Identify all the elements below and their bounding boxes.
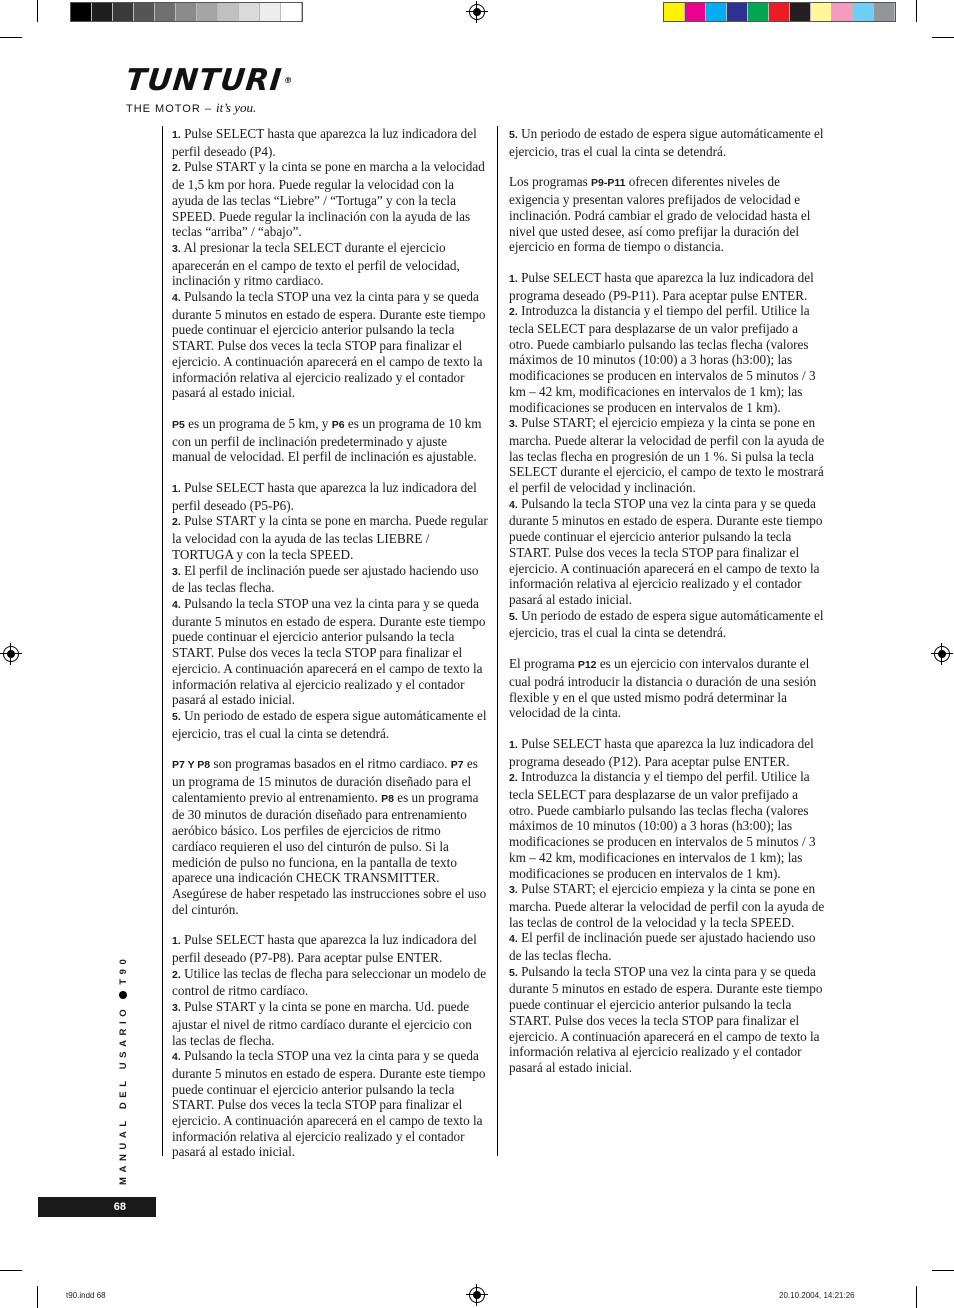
step-item xyxy=(172,126,488,159)
step-number: 1. xyxy=(509,272,518,285)
paragraph-text: son programas basados en el ritmo cardiaco. xyxy=(213,756,448,772)
paragraph-text: ofrecen diferentes niveles de exigencia y presentan valores prefijados de velocidad e inclinación. Podrá cambiar el grado de velocidad hasta el nivel que usted desee, así como prefijar la duración del ejercicio en forma de tiempo o distancia. xyxy=(509,174,811,255)
logo-brand: TUNTURI xyxy=(124,63,284,98)
program-code: P7 xyxy=(450,759,464,772)
step-item xyxy=(172,159,488,240)
gray-swatch xyxy=(197,3,218,21)
crop-mark-bl-v xyxy=(37,1286,38,1308)
step-text: Utilice las teclas de flecha para seleccionar un modelo de control de ritmo cardíaco. xyxy=(172,965,487,999)
crop-mark-tl-h xyxy=(0,37,22,38)
logo-tagline xyxy=(126,100,293,116)
program-code: P7 Y P8 xyxy=(172,759,211,772)
step-number: 5. xyxy=(509,966,518,979)
gray-swatch xyxy=(155,3,176,21)
gray-swatch xyxy=(260,3,281,21)
step-item xyxy=(172,563,488,596)
logo-wordmark xyxy=(124,63,294,98)
paragraph-text: El programa xyxy=(509,656,575,672)
step-text: Pulse SELECT hasta que aparezca la luz indicadora del perfil deseado (P5-P6). xyxy=(172,480,477,513)
step-text: Pulsando la tecla STOP una vez la cinta para y se queda durante 5 minutos en estado de espera. Durante este tiempo puede continuar el ejercicio anterior pulsando la tecla START. Pulse dos veces la tecla STOP para finalizar el ejercicio. A continuación aparecerá en el campo de texto la información relativa al ejercicio realizado y el contador pasará al estado inicial. xyxy=(172,289,486,401)
step-text: Pulsando la tecla STOP una vez la cinta para y se queda durante 5 minutos en estado de espera. Durante este tiempo puede continuar el ejercicio anterior pulsando la tecla START. Pulse dos veces la tecla STOP para finalizar el ejercicio. A continuación aparecerá en el campo de texto la información relativa al ejercicio realizado y el contador pasará al estado inicial. xyxy=(509,495,823,607)
step-item xyxy=(509,496,825,608)
paragraph-text: es un programa de 15 minutos de duración diseñado para el calentamiento previo al entrenamiento. xyxy=(172,756,478,805)
gray-swatch xyxy=(218,3,239,21)
gray-swatch xyxy=(92,3,113,21)
step-item xyxy=(172,1048,488,1160)
step-number: 3. xyxy=(172,565,181,578)
step-number: 4. xyxy=(172,292,181,305)
color-swatch xyxy=(874,3,895,21)
side-label-model: T90 xyxy=(118,954,129,985)
step-number: 3. xyxy=(509,884,518,897)
step-text: El perfil de inclinación puede ser ajustado haciendo uso de las teclas flecha. xyxy=(509,930,816,964)
step-item xyxy=(509,930,825,963)
color-swatch xyxy=(790,3,811,21)
step-number: 5. xyxy=(509,129,518,141)
step-number: 1. xyxy=(509,738,518,751)
crop-mark-tl-v xyxy=(37,0,38,22)
step-number: 2. xyxy=(172,968,181,981)
step-text: Pulse START; el ejercicio empieza y la cinta se pone en marcha. Puede alterar la velocidad de perfil con la ayuda de las teclas de control de la velocidad y la tecla SPEED. xyxy=(509,881,825,930)
color-swatch xyxy=(727,3,748,21)
step-text: El perfil de inclinación puede ser ajustado haciendo uso de las teclas flecha. xyxy=(172,562,479,596)
step-number: 2. xyxy=(509,306,518,319)
steps-p5-p6 xyxy=(172,480,488,741)
program-code: P5 xyxy=(172,418,185,431)
step-item xyxy=(509,303,825,415)
steps-p9-p11 xyxy=(509,270,825,641)
color-swatch xyxy=(853,3,874,21)
step-text: Pulse START y la cinta se pone en marcha. Puede regular la velocidad con la ayuda de las teclas LIEBRE / TORTUGA y con la tecla SPEED. xyxy=(172,513,488,562)
steps-p7-p8 xyxy=(172,932,488,1160)
step-item xyxy=(172,289,488,401)
step-item xyxy=(509,964,825,1076)
steps-p4 xyxy=(172,126,488,401)
step-item xyxy=(509,270,825,303)
step-number: 5. xyxy=(172,710,181,723)
step-number: 2. xyxy=(172,162,181,175)
program-code: P8 xyxy=(381,792,394,805)
step-number: 3. xyxy=(509,418,518,431)
page-number: 68 xyxy=(38,1197,156,1217)
paragraph-text: es un ejercicio con intervalos durante el cual podrá introducir la distancia o duración de una sesión flexible y en el que usted mismo podrá determinar la velocidad de la cinta. xyxy=(509,656,817,721)
step-text: Pulse SELECT hasta que aparezca la luz indicadora del perfil deseado (P4). xyxy=(172,126,477,159)
gray-swatch xyxy=(176,3,197,21)
step-item xyxy=(172,932,488,965)
right-column xyxy=(509,126,825,1076)
side-manual-label xyxy=(118,955,129,1185)
step-item xyxy=(509,608,825,641)
p5-p6-description xyxy=(172,416,488,465)
steps-p12 xyxy=(509,736,825,1076)
step-text: Pulsando la tecla STOP una vez la cinta para y se queda durante 5 minutos en estado de espera. Durante este tiempo puede continuar el ejercicio anterior pulsando la tecla START. Pulse dos veces la tecla STOP para finalizar el ejercicio. A continuación aparecerá en el campo de texto la información relativa al ejercicio realizado y el contador pasará al estado inicial. xyxy=(172,595,486,708)
step-number: 2. xyxy=(172,516,181,529)
registration-mark-right xyxy=(934,646,950,662)
step-item xyxy=(509,736,825,769)
registration-mark-left xyxy=(3,646,19,662)
step-text: Pulse START; el ejercicio empieza y la cinta se pone en marcha. Puede alterar la velocidad de perfil con la ayuda de las teclas flecha en progresión de un 1 %. Si pulsa la tecla SELECT durante el ejercicio, el campo de texto le mostrará el perfil de velocidad y inclinación. xyxy=(509,415,825,496)
tunturi-logo xyxy=(124,63,294,116)
step-text: Pulse START y la cinta se pone en marcha a la velocidad de 1,5 km por hora. Puede regular la velocidad con la ayuda de las teclas “Liebre” / “Tortuga” y con la tecla SPEED. Puede regular la inclinación con la ayuda de las teclas “arriba” / “abajo”. xyxy=(172,159,485,240)
bullet-dot-icon xyxy=(119,991,127,999)
color-swatch xyxy=(811,3,832,21)
paragraph-text: es un programa de 5 km, y xyxy=(188,415,329,431)
crop-mark-tr-v xyxy=(916,0,917,22)
grayscale-color-bar xyxy=(70,2,303,22)
step-text: Al presionar la tecla SELECT durante el ejercicio aparecerán en el campo de texto el perfil de velocidad, inclinación y ritmo cardiaco. xyxy=(172,239,460,289)
step-item xyxy=(509,415,825,496)
step-item xyxy=(509,881,825,930)
gray-swatch xyxy=(71,3,92,21)
registration-mark-bottom xyxy=(469,1287,485,1303)
step-item xyxy=(509,769,825,881)
crop-mark-br-h xyxy=(932,1270,954,1271)
p7-p8-description xyxy=(172,756,488,917)
crop-mark-tr-h xyxy=(932,37,954,38)
color-swatch xyxy=(706,3,727,21)
side-label-manual: MANUAL DEL USARIO xyxy=(118,1004,129,1185)
step-text: Pulse START y la cinta se pone en marcha. Ud. puede ajustar el nivel de ritmo cardíaco durante el ejercicio con las teclas de flecha. xyxy=(172,999,472,1048)
process-color-bar xyxy=(663,2,896,22)
step-text: Un periodo de estado de espera sigue automáticamente el ejercicio, tras el cual la cinta se detendrá. xyxy=(509,126,824,159)
step-number: 4. xyxy=(509,933,518,946)
center-column-rule xyxy=(497,126,498,1156)
gray-swatch xyxy=(239,3,260,21)
step-item xyxy=(172,596,488,708)
step-text: Un periodo de estado de espera sigue automáticamente el ejercicio, tras el cual la cinta se detendrá. xyxy=(509,607,824,641)
paragraph-text: es un programa de 10 km con un perfil de inclinación predeterminado y ajuste manual de velocidad. El perfil de inclinación es ajustable. xyxy=(172,415,482,465)
step-number: 1. xyxy=(172,129,181,141)
step-number: 3. xyxy=(172,1002,181,1015)
color-swatch xyxy=(769,3,790,21)
slug-timestamp: 20.10.2004, 14:21:26 xyxy=(779,1291,855,1300)
step-text: Pulse SELECT hasta que aparezca la luz indicadora del perfil deseado (P7-P8). Para aceptar pulse ENTER. xyxy=(172,932,477,966)
paragraph-text: Los programas xyxy=(509,174,588,190)
left-column xyxy=(172,126,488,1160)
step-number: 3. xyxy=(172,242,181,255)
step-number: 4. xyxy=(509,498,518,511)
step-number: 4. xyxy=(172,598,181,611)
logo-tagline-italic: it’s you. xyxy=(216,100,257,115)
slug-file-info: t90.indd 68 xyxy=(66,1291,106,1300)
step-text: Pulsando la tecla STOP una vez la cinta para y se queda durante 5 minutos en estado de espera. Durante este tiempo puede continuar el ejercicio anterior pulsando la tecla START. Pulse dos veces la tecla STOP para finalizar el ejercicio. A continuación aparecerá en el campo de texto la información relativa al ejercicio realizado y el contador pasará al estado inicial. xyxy=(172,1048,486,1160)
color-swatch xyxy=(832,3,853,21)
step-text: Introduzca la distancia y el tiempo del perfil. Utilice la tecla SELECT para desplazarse de un valor prefijado a otro. Puede cambiarlo pulsando las teclas flecha (valores máximos de 10 minutos (10:00) a 3 horas (h3:00); las modificaciones se producen en intervalos de 5 minutos / 3 km – 42 km, modificaciones en intervalos de 1 km); las modificaciones se producen en intervalos de 1 km). xyxy=(509,303,816,415)
step-item xyxy=(172,966,488,999)
logo-tagline-text: THE MOTOR – xyxy=(126,103,212,115)
program-code: P12 xyxy=(577,659,597,672)
p9-p11-description xyxy=(509,174,825,255)
logo-registered: ® xyxy=(283,76,294,85)
registration-mark-top xyxy=(469,4,485,20)
left-column-rule xyxy=(162,126,163,1156)
step-text: Pulsando la tecla STOP una vez la cinta para y se queda durante 5 minutos en estado de espera. Durante este tiempo puede continuar el ejercicio anterior pulsando la tecla START. Pulse dos veces la tecla STOP para finalizar el ejercicio. A continuación aparecerá en el campo de texto la información relativa al ejercicio realizado y el contador pasará al estado inicial. xyxy=(509,963,823,1075)
step-item xyxy=(172,999,488,1048)
step-number: 1. xyxy=(172,935,181,948)
step-item xyxy=(172,513,488,562)
step-text: Introduzca la distancia y el tiempo del perfil. Utilice la tecla SELECT para desplazarse de un valor prefijado a otro. Puede cambiarlo pulsando las teclas flecha (valores máximos de 10 minutos (10:00) a 3 horas (h3:00); las modificaciones se producen en intervalos de 5 minutos / 3 km – 42 km, modificaciones en intervalos de 1 km); las modificaciones se producen en intervalos de 1 km). xyxy=(509,769,816,881)
crop-mark-br-v xyxy=(916,1286,917,1308)
step-number: 4. xyxy=(172,1051,181,1064)
step-item xyxy=(172,708,488,741)
step-number: 5. xyxy=(509,610,518,623)
gray-swatch xyxy=(281,3,302,21)
color-swatch xyxy=(748,3,769,21)
step-item xyxy=(172,480,488,513)
step-item xyxy=(172,240,488,289)
crop-mark-bl-h xyxy=(0,1270,22,1271)
color-swatch xyxy=(685,3,706,21)
step-number: 1. xyxy=(172,483,181,496)
gray-swatch xyxy=(113,3,134,21)
program-code: P6 xyxy=(331,418,345,431)
gray-swatch xyxy=(134,3,155,21)
program-code: P9-P11 xyxy=(591,177,626,190)
paragraph-text: es un programa de 30 minutos de duración diseñado para entrenamiento aeróbico básico. Los perfiles de ejercicios de ritmo cardíaco requieren el uso del cinturón de pulso. Si la medición de pulso no funciona, en la pantalla de texto aparece una indicación CHECK TRANSMITTER. Asegúrese de haber respetado las instrucciones sobre el uso del cinturón. xyxy=(172,789,487,917)
step-number: 2. xyxy=(509,772,518,785)
p12-description xyxy=(509,656,825,721)
step-item xyxy=(509,126,825,159)
step-text: Pulse SELECT hasta que aparezca la luz indicadora del programa deseado (P12). Para aceptar pulse ENTER. xyxy=(509,735,814,769)
step-text: Pulse SELECT hasta que aparezca la luz indicadora del programa deseado (P9-P11). Para aceptar pulse ENTER. xyxy=(509,269,814,303)
step-text: Un periodo de estado de espera sigue automáticamente el ejercicio, tras el cual la cinta se detendrá. xyxy=(172,707,487,741)
color-swatch xyxy=(664,3,685,21)
